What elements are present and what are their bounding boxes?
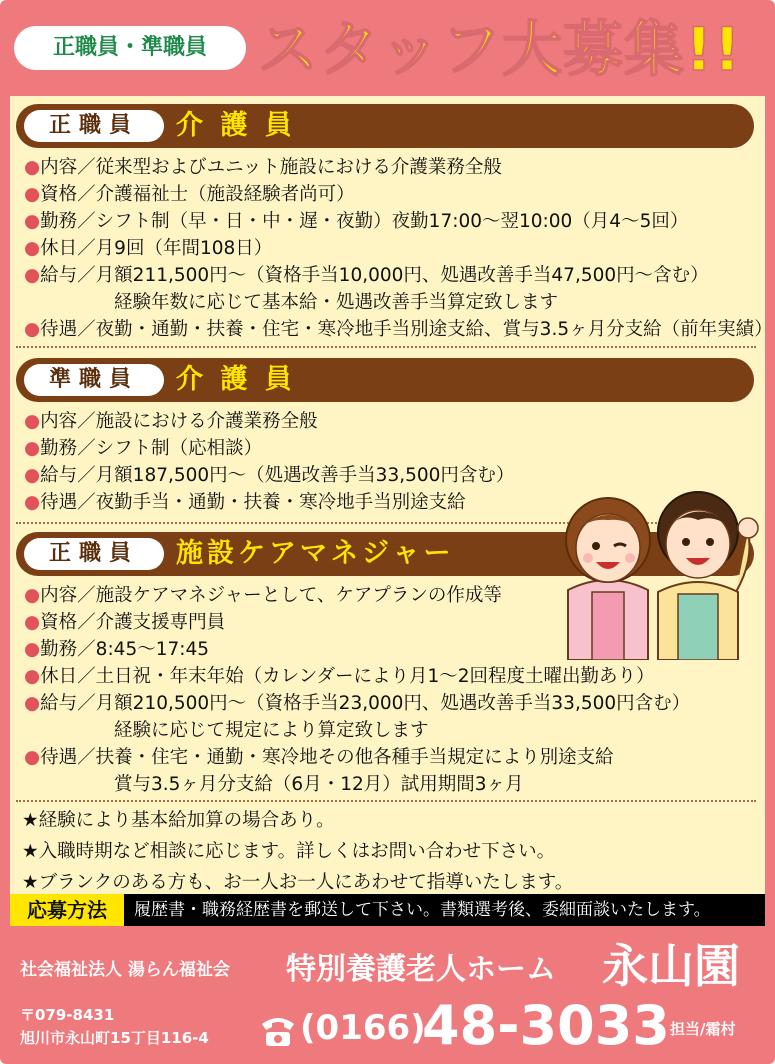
bullet-icon: ● xyxy=(24,265,41,286)
list-item: ●待遇／扶養・住宅・通勤・寒冷地その他各種手当規定により別途支給 xyxy=(24,747,614,768)
bullet-icon: ● xyxy=(24,612,41,633)
section-tag: 準職員 xyxy=(24,364,164,396)
bullet-icon: ● xyxy=(24,157,41,178)
list-item: ●待遇／夜勤・通勤・扶養・住宅・寒冷地手当別途支給、賞与3.5ヶ月分支給（前年実績） xyxy=(24,319,773,340)
bullet-icon: ● xyxy=(24,438,41,459)
address: 旭川市永山町15丁目116-4 xyxy=(20,1029,209,1047)
employment-type-badge: 正職員・準職員 xyxy=(14,26,246,70)
list-item-continuation: 経験に応じて規定により算定致します xyxy=(114,720,429,741)
section-divider xyxy=(16,800,756,802)
list-item: ●内容／従来型およびユニット施設における介護業務全般 xyxy=(24,157,502,178)
list-item: ●内容／施設における介護業務全般 xyxy=(24,411,318,432)
list-item: ●休日／土日祝・年末年始（カレンダーにより月1〜2回程度土曜出勤あり） xyxy=(24,666,655,687)
bullet-icon: ● xyxy=(24,693,41,714)
list-item: ●勤務／シフト制（応相談） xyxy=(24,438,263,459)
phone-number: 48-3033 xyxy=(422,994,670,1057)
note-item: ★入職時期など相談に応じます。詳しくはお問い合わせ下さい。 xyxy=(22,841,556,862)
list-item: ●内容／施設ケアマネジャーとして、ケアプランの作成等 xyxy=(24,585,502,606)
section-divider xyxy=(16,346,756,348)
bullet-icon: ● xyxy=(24,465,41,486)
list-item: ●給与／月額187,500円〜（処遇改善手当33,500円含む） xyxy=(24,465,515,486)
bullet-icon: ● xyxy=(24,184,41,205)
phone-area-code: (0166) xyxy=(300,1008,426,1048)
list-item: ●勤務／8:45〜17:45 xyxy=(24,639,210,660)
page-title: スタッフ大募集!! xyxy=(258,15,742,85)
list-item: ●休日／月9回（年間108日） xyxy=(24,238,273,259)
section-tag: 正職員 xyxy=(24,110,164,142)
application-method-label: 応募方法 xyxy=(10,894,124,926)
list-item: ●資格／介護福祉士（施設経験者尚可） xyxy=(24,184,355,205)
section-header-care-worker-full xyxy=(16,104,754,148)
bullet-icon: ● xyxy=(24,585,41,606)
list-item: ●資格／介護支援専門員 xyxy=(24,612,226,633)
contact-person: 担当/霜村 xyxy=(670,1020,736,1038)
list-item-continuation: 経験年数に応じて基本給・処遇改善手当算定致します xyxy=(114,292,559,313)
organization-name: 社会福祉法人 湯らん福祉会 xyxy=(20,960,230,980)
list-item: ●給与／月額211,500円〜（資格手当10,000円、処遇改善手当47,500円〜含む） xyxy=(24,265,709,286)
section-title: 介 護 員 xyxy=(176,364,296,395)
bullet-icon: ● xyxy=(24,639,41,660)
section-items-care-worker-full xyxy=(24,154,773,343)
bullet-icon: ● xyxy=(24,211,41,232)
section-tag: 正職員 xyxy=(24,538,164,570)
section-title: 施設ケアマネジャー xyxy=(176,538,455,569)
list-item: ●待遇／夜勤手当・通勤・扶養・寒冷地手当別途支給 xyxy=(24,492,466,513)
notes-list xyxy=(22,805,573,898)
phone-icon xyxy=(258,1014,298,1048)
section-title: 介 護 員 xyxy=(176,110,296,141)
facility-name: 永山園 xyxy=(602,939,740,993)
application-method-text: 履歴書・職務経歴書を郵送して下さい。書類選考後、委細面談いたします。 xyxy=(134,900,711,920)
staff-illustration xyxy=(548,480,766,660)
facility-type: 特別養護老人ホーム xyxy=(286,952,556,987)
application-method-bar xyxy=(10,894,765,926)
postal-code: 〒079-8431 xyxy=(20,1006,115,1024)
section-header-care-worker-part xyxy=(16,358,754,402)
bullet-icon: ● xyxy=(24,492,41,513)
bullet-icon: ● xyxy=(24,747,41,768)
list-item-continuation: 賞与3.5ヶ月分支給（6月・12月）試用期間3ヶ月 xyxy=(114,774,524,795)
bullet-icon: ● xyxy=(24,411,41,432)
bullet-icon: ● xyxy=(24,238,41,259)
section-items-care-worker-part xyxy=(24,408,514,516)
bullet-icon: ● xyxy=(24,666,41,687)
list-item: ●勤務／シフト制（早・日・中・遅・夜勤）夜勤17:00〜翌10:00（月4〜5回） xyxy=(24,211,689,232)
note-item: ★経験により基本給加算の場合あり。 xyxy=(22,810,335,831)
bullet-icon: ● xyxy=(24,319,41,340)
note-item: ★ブランクのある方も、お一人お一人にあわせて指導いたします。 xyxy=(22,872,574,893)
list-item: ●給与／月額210,500円〜（資格手当23,000円、処遇改善手当33,500円含む） xyxy=(24,693,691,714)
